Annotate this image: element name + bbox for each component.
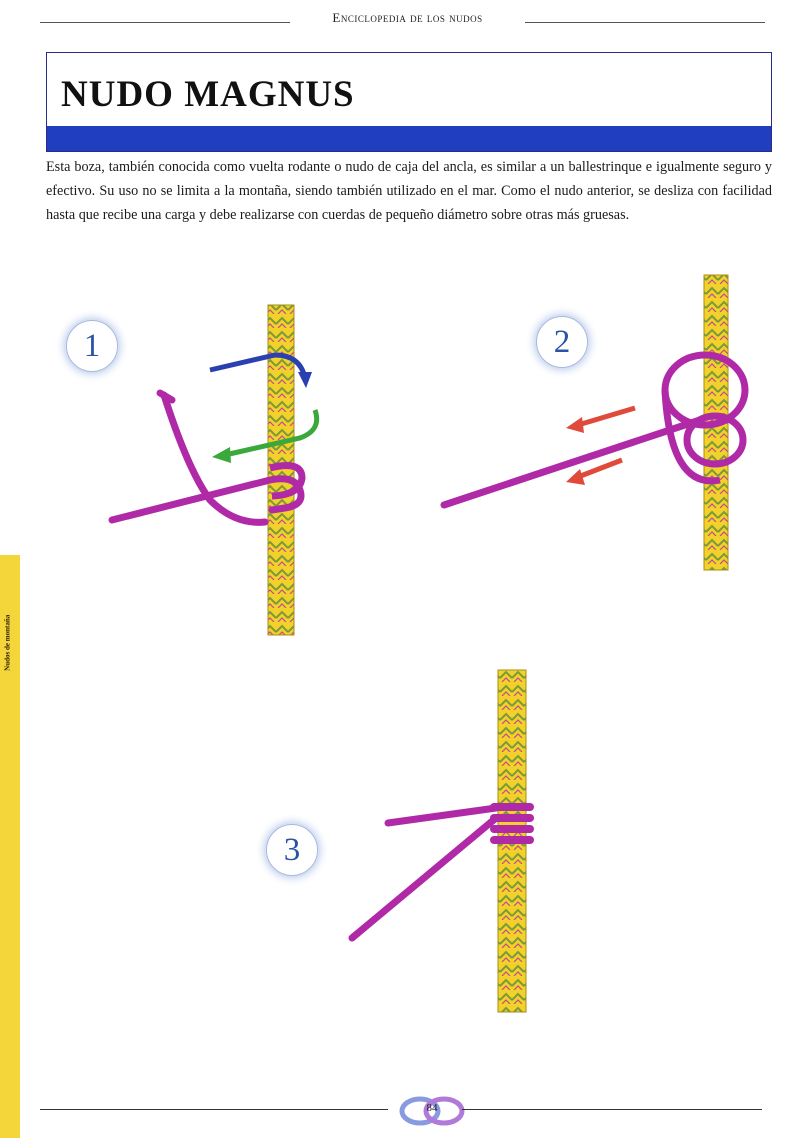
- title-box: [46, 52, 772, 152]
- thin-rope-upper: [388, 808, 496, 823]
- step-1-illustration: [60, 300, 340, 640]
- thin-rope: [444, 420, 700, 505]
- header-title: Enciclopedia de los nudos: [332, 10, 483, 25]
- footer-rule-left: [40, 1109, 388, 1110]
- step-3-figure: [260, 668, 560, 1018]
- step-1-figure: [60, 300, 340, 640]
- step-3-number: 3: [266, 824, 318, 876]
- title-blue-bar: [47, 126, 771, 151]
- thin-rope-lower: [352, 818, 496, 938]
- header-rule-left: [40, 22, 290, 23]
- step-2-figure: [430, 270, 770, 580]
- page-number: 84: [426, 1102, 438, 1114]
- footer-rule-right: [462, 1109, 762, 1110]
- header-rule-right: [525, 22, 765, 23]
- red-arrow-bottom: [578, 460, 622, 477]
- svg-text:Nudos de montaña: Nudos de montaña: [3, 614, 12, 671]
- step-2-number: 2: [536, 316, 588, 368]
- page-title: NUDO MAGNUS: [61, 74, 355, 115]
- step-3-illustration: [260, 668, 560, 1018]
- page-footer: [0, 1092, 789, 1132]
- side-tab-text: [0, 555, 28, 675]
- step-1-number: 1: [66, 320, 118, 372]
- intro-paragraph: Esta boza, también conocida como vuelta rodante o nudo de caja del ancla, es similar a un ballestrinque e igualmente seguro y efectivo. Su uso no se limita a la montaña, siendo también utilizado en el mar. Como el nudo anterior, se desliza con facilidad hasta que recibe una carga y debe realizarse con cuerdas de pequeño diámetro sobre otras más gruesas.: [46, 159, 772, 223]
- side-tab: [0, 555, 20, 1138]
- step-2-illustration: [430, 270, 770, 580]
- running-header: [0, 8, 789, 32]
- red-arrow-top: [578, 408, 635, 425]
